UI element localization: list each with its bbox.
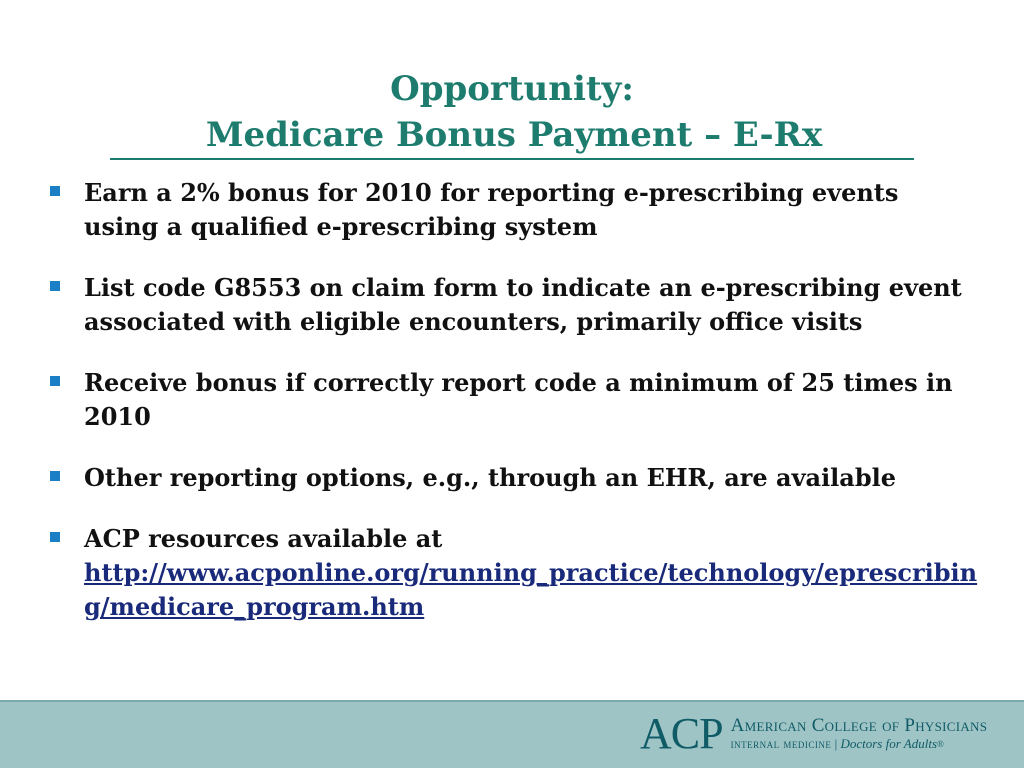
bullet-item bbox=[48, 271, 978, 339]
org-tagline bbox=[731, 736, 988, 752]
square-bullet-icon bbox=[50, 471, 60, 481]
bullet-item bbox=[48, 461, 978, 495]
tagline-internal-medicine: internal medicine bbox=[730, 736, 832, 751]
bullet-text: Earn a 2% bonus for 2010 for reporting e-prescribing events using a qualified e-prescribing system bbox=[84, 178, 899, 241]
acp-logo-mark: ACP bbox=[640, 709, 723, 758]
bullet-text: Receive bonus if correctly report code a minimum of 25 times in 2010 bbox=[84, 368, 953, 431]
square-bullet-icon bbox=[50, 281, 60, 291]
square-bullet-icon bbox=[50, 532, 60, 542]
registered-mark: ® bbox=[937, 739, 944, 749]
acp-resources-link[interactable]: http://www.acponline.org/running_practice/technology/eprescribing/medicare_program.htm bbox=[84, 558, 978, 621]
bullet-text: ACP resources available at bbox=[84, 524, 443, 553]
acp-logo bbox=[640, 709, 988, 758]
acp-logo-text bbox=[731, 716, 988, 752]
title-line-1: Opportunity: bbox=[390, 69, 634, 109]
bullet-item bbox=[48, 522, 978, 624]
bullet-item bbox=[48, 366, 978, 434]
bullet-item bbox=[48, 176, 978, 244]
org-name: American College of Physicians bbox=[730, 715, 988, 736]
tagline-doctors-for-adults: Doctors for Adults bbox=[840, 736, 938, 751]
square-bullet-icon bbox=[50, 186, 60, 196]
title-line-2: Medicare Bonus Payment – E-Rx bbox=[110, 112, 914, 160]
square-bullet-icon bbox=[50, 376, 60, 386]
bullet-text: List code G8553 on claim form to indicate an e-prescribing event associated with eligible encounters, primarily office visits bbox=[84, 273, 962, 336]
tagline-separator: | bbox=[834, 736, 838, 751]
slide-title bbox=[0, 66, 1024, 160]
bullet-text: Other reporting options, e.g., through an EHR, are available bbox=[84, 463, 897, 492]
bullet-list bbox=[48, 176, 978, 651]
